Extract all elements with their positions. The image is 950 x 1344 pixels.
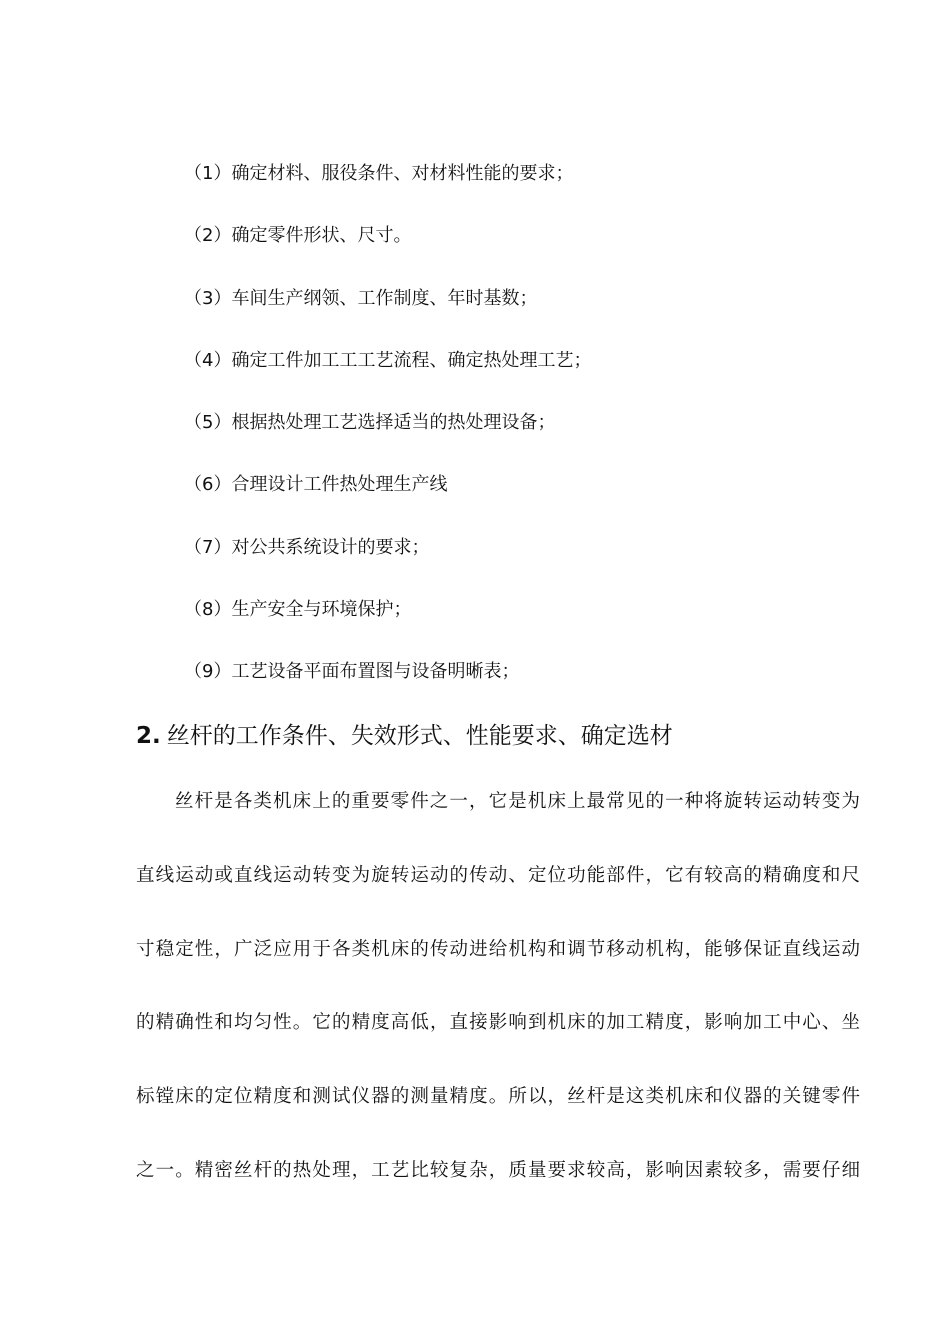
list-item: （3）车间生产纲领、工作制度、年时基数； <box>184 287 538 309</box>
paragraph-line: 之一。精密丝杆的热处理，工艺比较复杂，质量要求较高，影响因素较多，需要仔细 <box>136 1159 860 1181</box>
paragraph-line: 寸稳定性，广泛应用于各类机床的传动进给机构和调节移动机构，能够保证直线运动 <box>136 938 860 960</box>
paragraph-line: 丝杆是各类机床上的重要零件之一，它是机床上最常见的一种将旋转运动转变为 <box>175 791 860 812</box>
list-item: （6）合理设计工件热处理生产线 <box>184 474 448 496</box>
list-item: （8）生产安全与环境保护； <box>184 599 412 621</box>
requirements-list <box>184 160 591 721</box>
section-title: 丝杆的工作条件、失效形式、性能要求、确定选材 <box>166 723 673 749</box>
list-item: （4）确定工件加工工工艺流程、确定热处理工艺； <box>184 349 592 371</box>
paragraph-line: 标镗床的定位精度和测试仪器的测量精度。所以，丝杆是这类机床和仪器的关键零件 <box>136 1086 860 1108</box>
list-item: （9）工艺设备平面布置图与设备明晰表； <box>184 661 520 683</box>
list-item: （1）确定材料、服役条件、对材料性能的要求； <box>184 163 574 184</box>
section-heading <box>136 718 673 754</box>
paragraph-line: 的精确性和均匀性。它的精度高低，直接影响到机床的加工精度，影响加工中心、坐 <box>136 1012 860 1034</box>
list-item: （2）确定零件形状、尺寸。 <box>184 225 412 247</box>
list-item: （7）对公共系统设计的要求； <box>184 536 430 558</box>
paragraph-line: 直线运动或直线运动转变为旋转运动的传动、定位功能部件，它有较高的精确度和尺 <box>136 864 860 886</box>
section-number: 2. <box>136 723 161 749</box>
list-item: （5）根据热处理工艺选择适当的热处理设备； <box>184 412 556 434</box>
body-paragraph <box>136 787 860 1230</box>
